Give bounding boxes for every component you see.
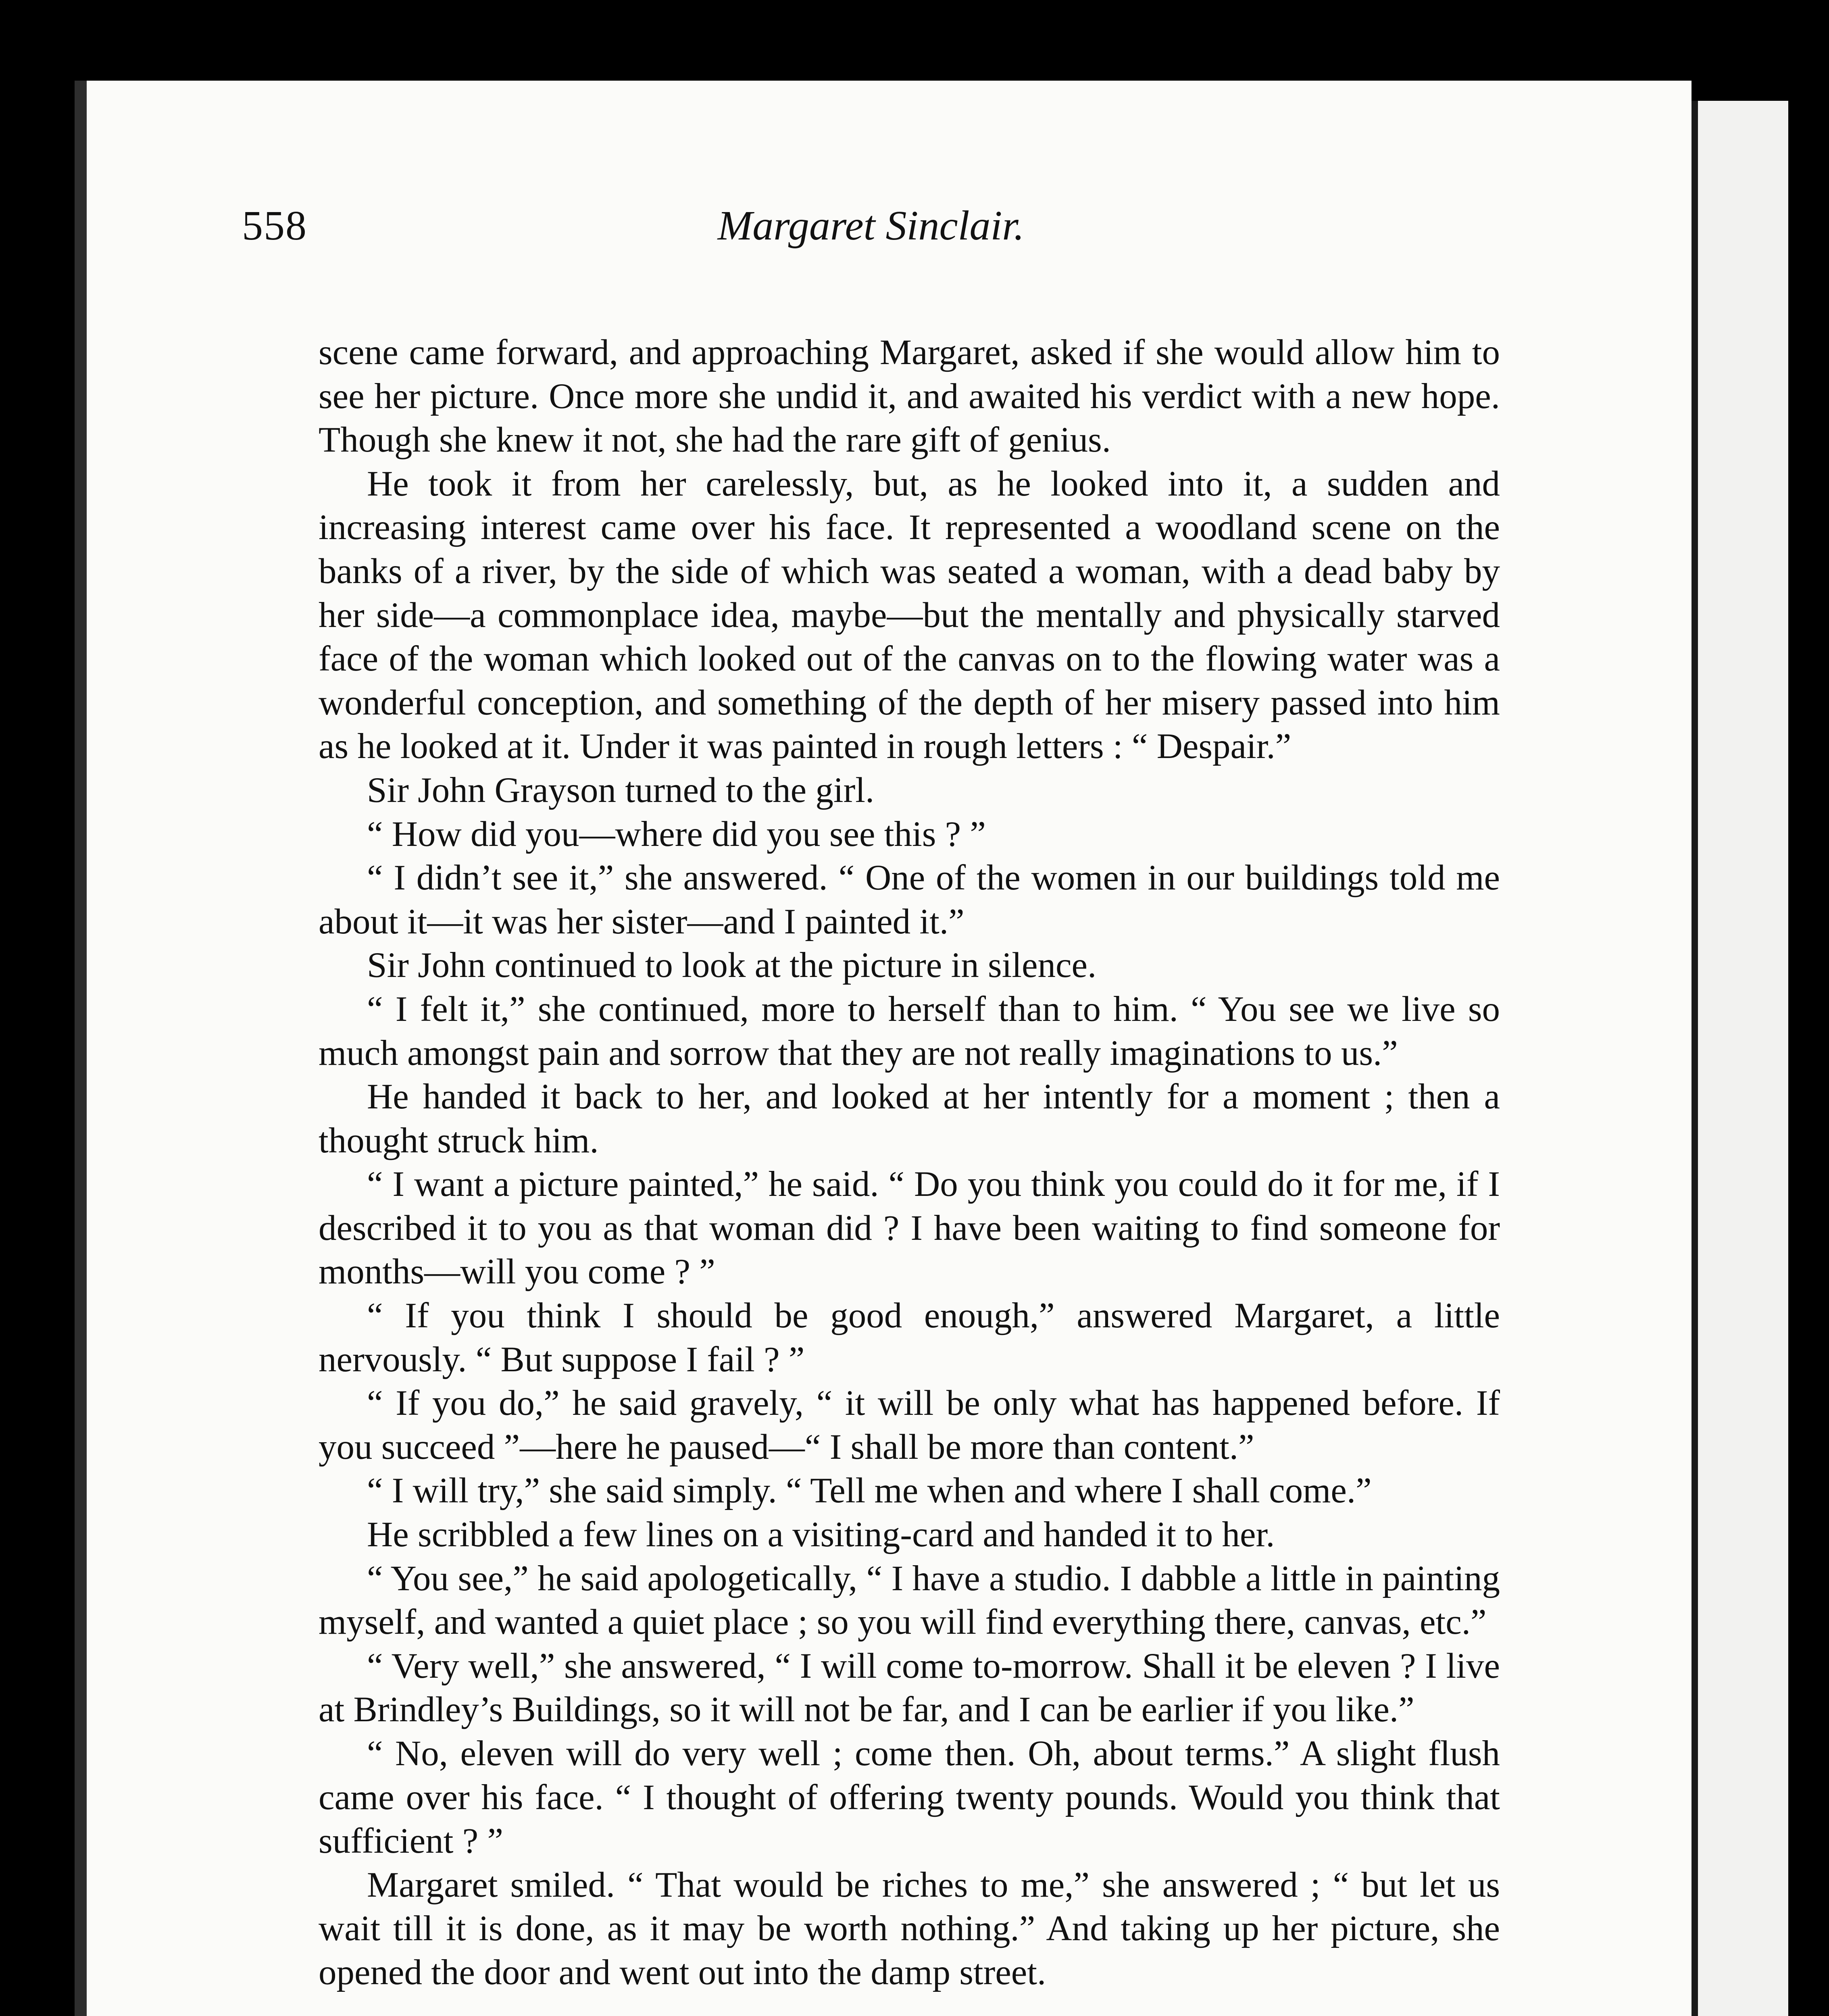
- paragraph: “ You see,” he said apologetically, “ I have a studio. I dabble a little in painting myself, and wanted a quiet place ; so you will find everything there, canvas, etc.”: [319, 1558, 1500, 1642]
- paragraph: “ Very well,” she answered, “ I will come to-morrow. Shall it be eleven ? I live at Brindley’s Buildings, so it will not be far, and I can be earlier if you like.”: [319, 1646, 1500, 1730]
- paragraph: “ I want a picture painted,” he said. “ Do you think you could do it for me, if I described it to you as that woman did ? I have been waiting to find someone for months—will you come ? ”: [319, 1164, 1500, 1292]
- paragraph: He handed it back to her, and looked at her intently for a moment ; then a thought struck him.: [319, 1077, 1500, 1160]
- paragraph: “ I didn’t see it,” she answered. “ One of the women in our buildings told me about it—it was her sister—and I painted it.”: [319, 858, 1500, 941]
- paragraph: He scribbled a few lines on a visiting-card and handed it to her.: [367, 1515, 1275, 1555]
- page-number: 558: [242, 202, 307, 249]
- paragraph: “ How did you—where did you see this ? ”: [367, 814, 986, 854]
- paragraph: Sir John continued to look at the picture in silence.: [367, 946, 1097, 985]
- running-title: Margaret Sinclair.: [717, 202, 1025, 249]
- paragraph: “ I will try,” she said simply. “ Tell me when and where I shall come.”: [367, 1471, 1372, 1511]
- paragraph: “ I felt it,” she continued, more to herself than to him. “ You see we live so much amongst pain and sorrow that they are not really imaginations to us.”: [319, 989, 1500, 1073]
- paragraph: “ If you do,” he said gravely, “ it will be only what has happened before. If you succeed ”—here he paused—“ I shall be more than content.”: [319, 1383, 1500, 1467]
- facing-page-edge: [1692, 101, 1788, 2016]
- page-header: [242, 177, 1500, 258]
- paragraph: He took it from her carelessly, but, as he looked into it, a sudden and increasing interest came over his face. It represented a woodland scene on the banks of a river, by the side of which was seated a woman, with a dead baby by her side—a commonplace idea, maybe—but the mentally and physically starved face of the woman which looked out of the canvas on to the flowing water was a wonderful conception, and something of the depth of her misery passed into him as he looked at it. Under it was painted in rough letters : “ Despair.”: [319, 464, 1500, 766]
- paragraph: scene came forward, and approaching Margaret, asked if she would allow him to see her picture. Once more she undid it, and awaited his verdict with a new hope. Though she knew it not, she had the rare gift of genius.: [319, 333, 1500, 460]
- body-text: [319, 331, 1500, 1995]
- paragraph: Sir John Grayson turned to the girl.: [367, 770, 875, 810]
- paragraph: “ If you think I should be good enough,” answered Margaret, a little nervously. “ But suppose I fail ? ”: [319, 1296, 1500, 1379]
- paragraph: “ No, eleven will do very well ; come then. Oh, about terms.” A slight flush came over his face. “ I thought of offering twenty pounds. Would you think that sufficient ? ”: [319, 1734, 1500, 1861]
- paragraph: Margaret smiled. “ That would be riches to me,” she answered ; “ but let us wait till it is done, as it may be worth nothing.” And taking up her picture, she opened the door and went out into the damp street.: [319, 1865, 1500, 1992]
